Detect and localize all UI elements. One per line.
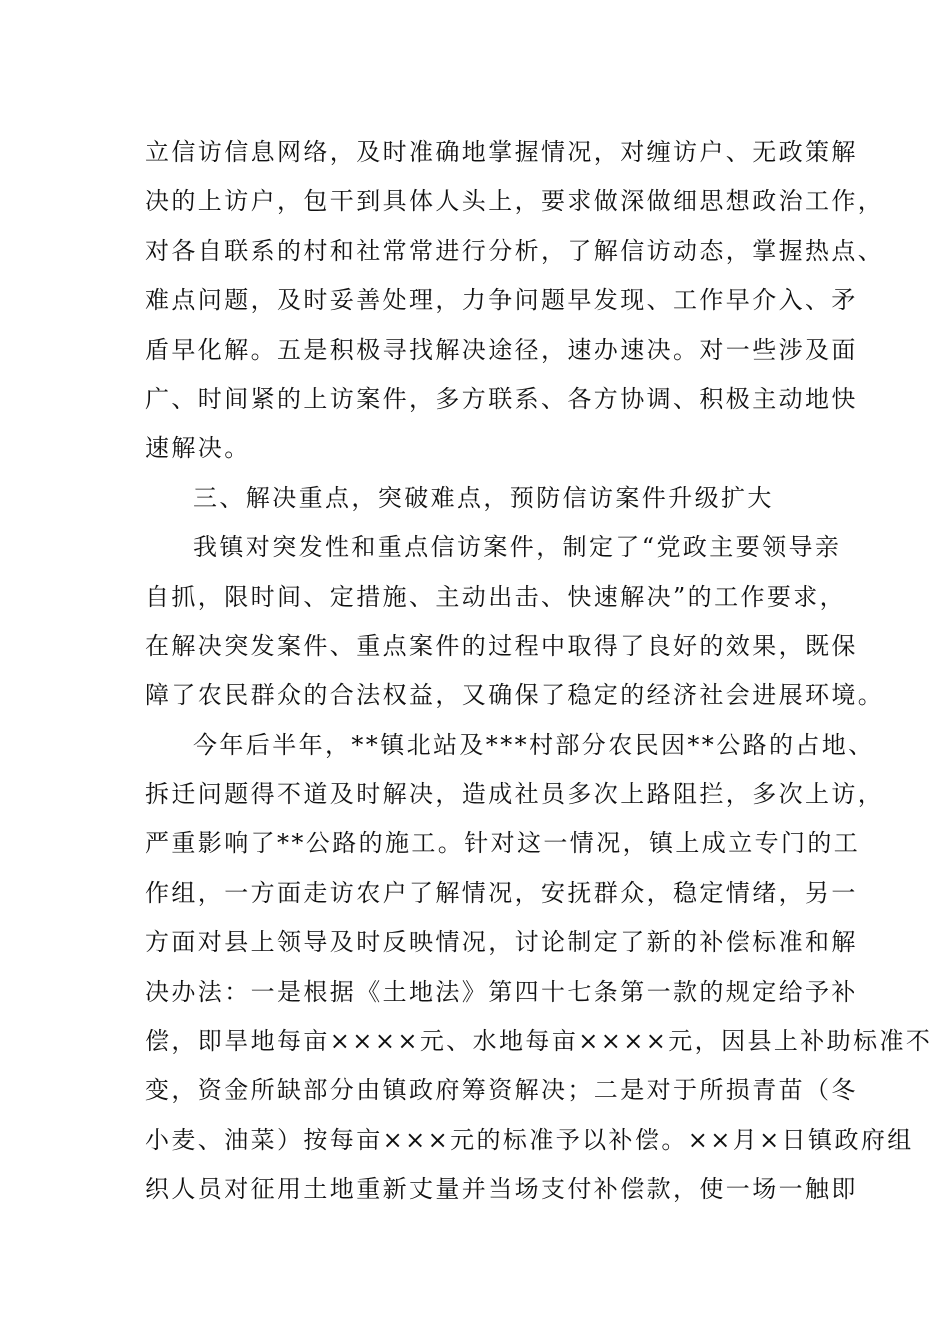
text-line: 方面对县上领导及时反映情况，讨论制定了新的补偿标准和解 bbox=[145, 928, 858, 957]
text-line: 变，资金所缺部分由镇政府筹资解决；二是对于所损青苗（冬 bbox=[145, 1076, 858, 1105]
text-line: 速解决。 bbox=[145, 434, 251, 463]
body-text bbox=[145, 128, 933, 1215]
text-line: 在解决突发案件、重点案件的过程中取得了良好的效果，既保 bbox=[145, 631, 858, 660]
text-line: 盾早化解。五是积极寻找解决途径，速办速决。对一些涉及面 bbox=[145, 335, 858, 364]
text-line: 难点问题，及时妥善处理，力争问题早发现、工作早介入、矛 bbox=[145, 286, 858, 315]
text-line: 广、时间紧的上访案件，多方联系、各方协调、积极主动地快 bbox=[145, 384, 858, 413]
text-line: 小麦、油菜）按每亩×××元的标准予以补偿。××月×日镇政府组 bbox=[145, 1125, 914, 1154]
text-line: 决的上访户，包干到具体人头上，要求做深做细思想政治工作， bbox=[145, 187, 885, 216]
text-line: 我镇对突发性和重点信访案件，制定了“党政主要领导亲 bbox=[193, 533, 842, 562]
text-line: 自抓，限时间、定措施、主动出击、快速解决”的工作要求， bbox=[145, 582, 847, 611]
text-line: 障了农民群众的合法权益，又确保了稳定的经济社会进展环境。 bbox=[145, 681, 885, 710]
text-line: 今年后半年，**镇北站及***村部分农民因**公路的占地、 bbox=[193, 730, 875, 759]
section-heading: 三、解决重点，突破难点，预防信访案件升级扩大 bbox=[193, 483, 774, 512]
text-line: 决办法：一是根据《土地法》第四十七条第一款的规定给予补 bbox=[145, 977, 858, 1006]
text-line: 立信访信息网络，及时准确地掌握情况，对缠访户、无政策解 bbox=[145, 138, 858, 166]
text-line: 作组，一方面走访农户了解情况，安抚群众，稳定情绪，另一 bbox=[145, 878, 858, 907]
text-line: 严重影响了**公路的施工。针对这一情况，镇上成立专门的工 bbox=[145, 829, 861, 858]
text-line: 对各自联系的村和社常常进行分析，了解信访动态，掌握热点、 bbox=[145, 236, 885, 265]
text-line: 拆迁问题得不道及时解决，造成社员多次上路阻拦，多次上访， bbox=[145, 780, 885, 809]
text-line: 偿，即旱地每亩××××元、水地每亩××××元，因县上补助标准不 bbox=[145, 1027, 933, 1056]
text-line: 织人员对征用土地重新丈量并当场支付补偿款，使一场一触即 bbox=[145, 1175, 858, 1204]
